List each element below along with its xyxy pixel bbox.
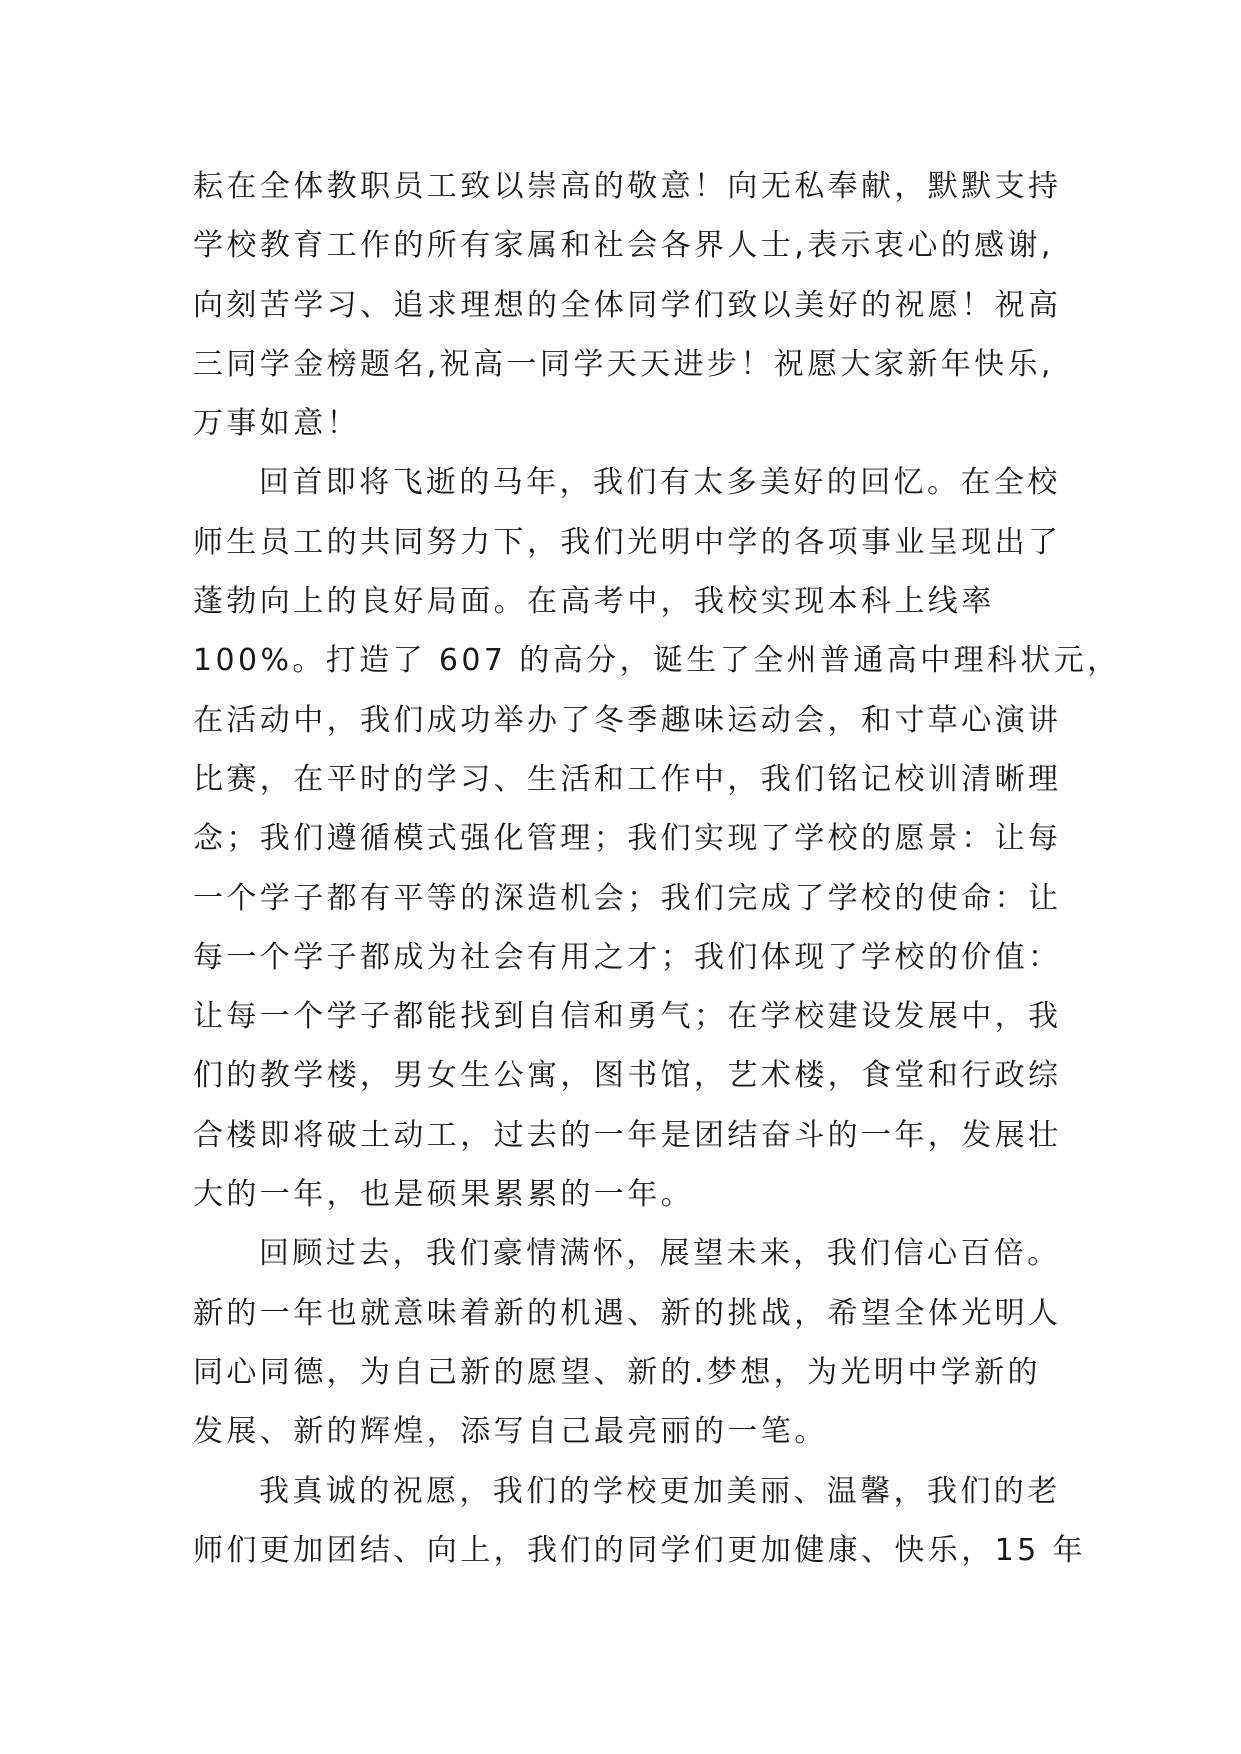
paragraph-first-line: 回顾过去，我们豪情满怀，展望未来，我们信心百倍。 bbox=[259, 1236, 1061, 1272]
text-line: 大的一年，也是硕果累累的一年。 bbox=[193, 1177, 694, 1213]
text-line: 师生员工的共同努力下，我们光明中学的各项事业呈现出了 bbox=[193, 524, 1062, 560]
text-line: 万事如意！ bbox=[193, 406, 360, 442]
text-line: 在活动中，我们成功举办了冬季趣味运动会，和寸草心演讲 bbox=[193, 702, 1062, 738]
text-line: 每一个学子都成为社会有用之才；我们体现了学校的价值： bbox=[193, 939, 1062, 975]
text-line: 100%。打造了 607 的高分，诞生了全州普通高中理科状元， bbox=[193, 643, 1121, 679]
text-line: 念；我们遵循模式强化管理；我们实现了学校的愿景：让每 bbox=[193, 821, 1062, 857]
text-line: 同心同德，为自己新的愿望、新的.梦想，为光明中学新的 bbox=[193, 1354, 1041, 1390]
text-line: 向刻苦学习、追求理想的全体同学们致以美好的祝愿！祝高 bbox=[193, 287, 1062, 323]
paragraph-first-line: 回首即将飞逝的马年，我们有太多美好的回忆。在全校 bbox=[259, 465, 1061, 501]
text-line: 学校教育工作的所有家属和社会各界人士,表示衷心的感谢, bbox=[193, 228, 1054, 264]
text-line: 耘在全体教职员工致以崇高的敬意！向无私奉献，默默支持 bbox=[193, 169, 1062, 204]
text-line: 蓬勃向上的良好局面。在高考中，我校实现本科上线率 bbox=[193, 584, 995, 620]
text-line: 新的一年也就意味着新的机遇、新的挑战，希望全体光明人 bbox=[193, 1295, 1062, 1331]
text-line: 三同学金榜题名,祝高一同学天天进步！祝愿大家新年快乐, bbox=[193, 346, 1054, 382]
text-line: 发展、新的辉煌，添写自己最亮丽的一笔。 bbox=[193, 1414, 828, 1450]
text-line: 们的教学楼，男女生公寓，图书馆，艺术楼，食堂和行政综 bbox=[193, 1058, 1062, 1094]
paragraph-first-line: 我真诚的祝愿，我们的学校更加美丽、温馨，我们的老 bbox=[259, 1473, 1061, 1509]
text-line: 让每一个学子都能找到自信和勇气；在学校建设发展中，我 bbox=[193, 999, 1062, 1035]
text-line: 一个学子都有平等的深造机会；我们完成了学校的使命：让 bbox=[193, 880, 1062, 916]
text-line: 合楼即将破土动工，过去的一年是团结奋斗的一年，发展壮 bbox=[193, 1117, 1062, 1153]
body-text bbox=[193, 157, 1121, 1580]
text-line: 比赛，在平时的学习、生活和工作中，我们铭记校训清晰理 bbox=[193, 761, 1062, 797]
text-line: 师们更加团结、向上，我们的同学们更加健康、快乐，15 年 bbox=[193, 1532, 1086, 1568]
